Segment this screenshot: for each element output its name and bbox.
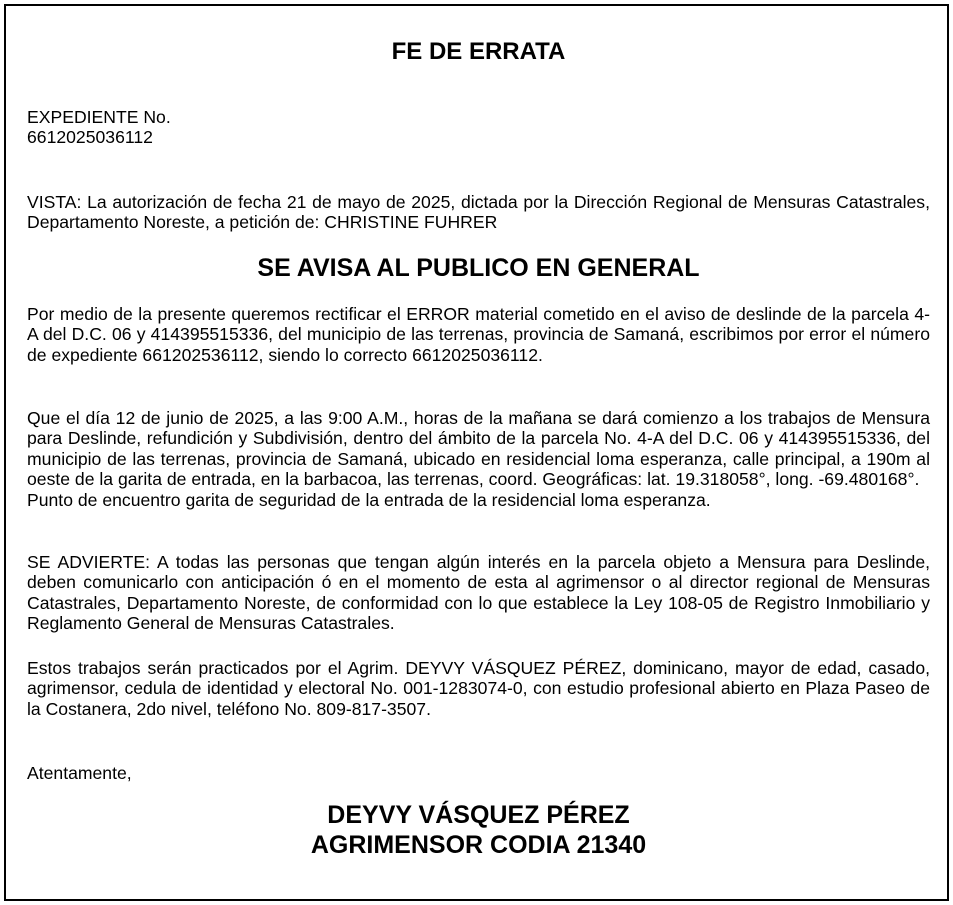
notice-frame xyxy=(4,4,949,901)
surveyor-paragraph: Estos trabajos serán practicados por el Agrim. DEYVY VÁSQUEZ PÉREZ, dominicano, mayor de edad, casado, agrimensor, cedula de identidad y electoral No. 001-1283074-0, con estudio profesional abierto en Plaza Paseo de la Costanera, 2do nivel, teléfono No. 809-817-3507. xyxy=(27,658,930,719)
signature-title: AGRIMENSOR CODIA 21340 xyxy=(310,831,647,859)
expediente-label: EXPEDIENTE No. xyxy=(27,107,171,127)
public-notice-heading: SE AVISA AL PUBLICO EN GENERAL xyxy=(257,254,700,282)
expediente-block xyxy=(27,107,930,148)
closing-text: Atentamente, xyxy=(27,763,132,783)
schedule-paragraph: Que el día 12 de junio de 2025, a las 9:00 A.M., horas de la mañana se dará comienzo a los trabajos de Mensura para Deslinde, refundición y Subdivisión, dentro del ámbito de la parcela No. 4-A del D.C. 06 y 414395515336, del municipio de las terrenas, provincia de Samaná, ubicado en residencial loma esperanza, calle principal, a 190m al oeste de la garita de entrada, en la barbacoa, las terrenas, coord. Geográficas: lat. 19.318058°, long. -69.480168°. xyxy=(27,408,930,490)
notice-content xyxy=(27,6,930,899)
schedule-section xyxy=(27,408,930,510)
rectification-paragraph: Por medio de la presente queremos rectificar el ERROR material cometido en el aviso de deslinde de la parcela 4-A del D.C. 06 y 414395515336, del municipio de las terrenas, provincia de Samaná, escribimos por error el número de expediente 661202536112, siendo lo correcto 6612025036112. xyxy=(27,304,930,365)
vista-paragraph: VISTA: La autorización de fecha 21 de mayo de 2025, dictada por la Dirección Regional de Mensuras Catastrales, Departamento Noreste, a petición de: CHRISTINE FUHRER xyxy=(27,192,930,233)
notice-title: FE DE ERRATA xyxy=(391,38,566,65)
signature-name: DEYVY VÁSQUEZ PÉREZ xyxy=(327,801,630,829)
expediente-number: 6612025036112 xyxy=(27,127,153,148)
meeting-point-text: Punto de encuentro garita de seguridad de la entrada de la residencial loma esperanza. xyxy=(27,489,711,510)
warning-paragraph: SE ADVIERTE: A todas las personas que tengan algún interés en la parcela objeto a Mensura para Deslinde, deben comunicarlo con anticipación ó en el momento de esta al agrimensor o al director regional de Mensuras Catastrales, Departamento Noreste, de conformidad con lo que establece la Ley 108-05 de Registro Inmobiliario y Reglamento General de Mensuras Catastrales. xyxy=(27,552,930,634)
